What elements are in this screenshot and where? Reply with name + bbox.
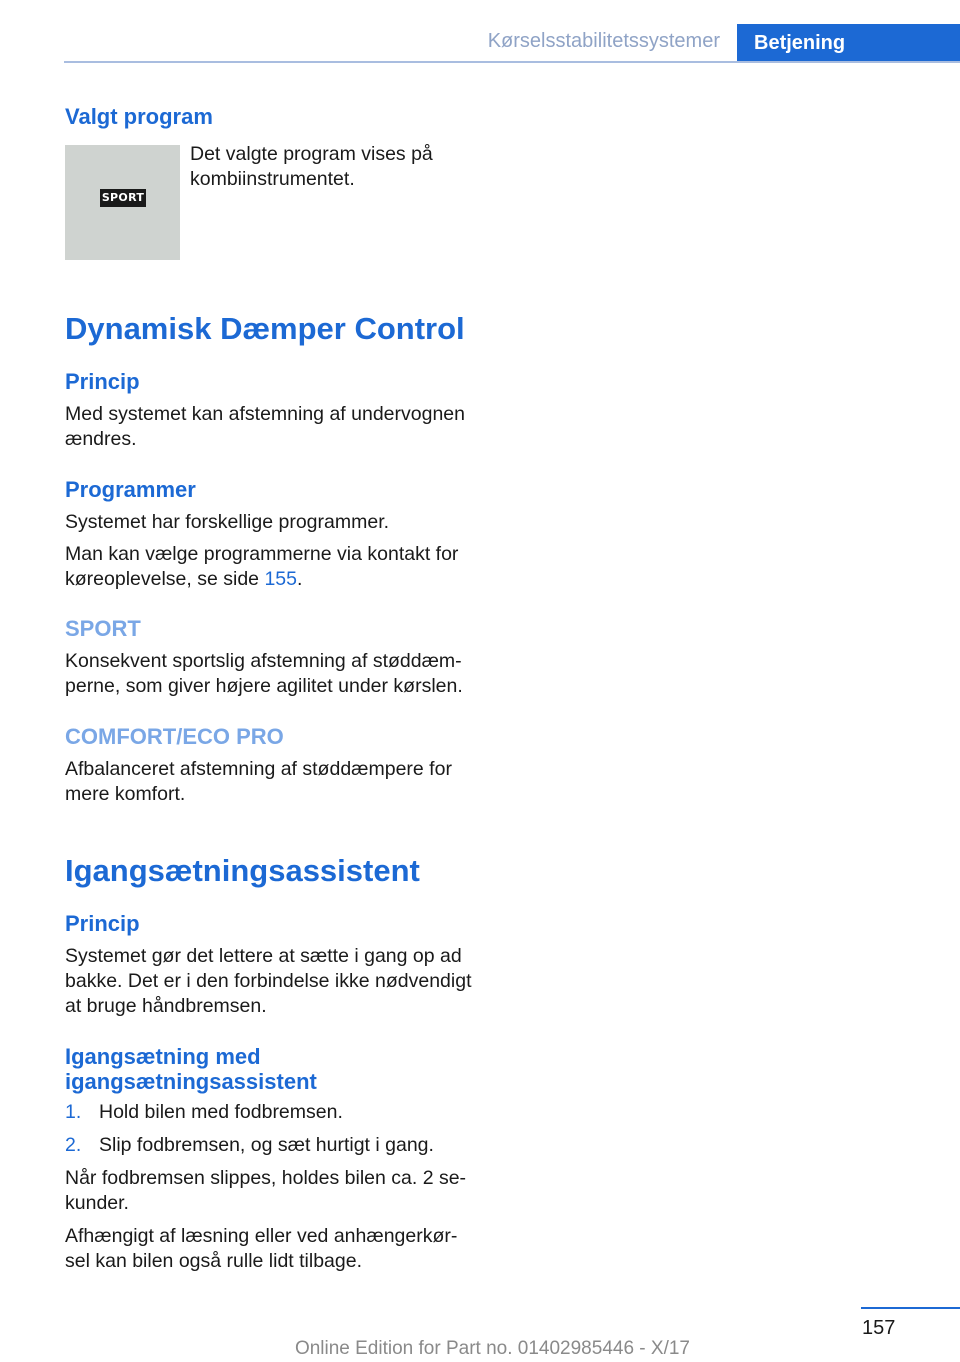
comfort-heading: COMFORT/ECO PRO	[65, 724, 284, 749]
start-heading-2: igangsætningsassistent	[65, 1069, 317, 1094]
header-divider	[64, 61, 960, 63]
sport-text-1: Konsekvent sportslig afstemning af støddæm‐	[65, 650, 462, 672]
programs-text-1: Systemet har forskellige programmer.	[65, 511, 390, 533]
programs-text-3-prefix: køreoplevelse, se side	[65, 568, 265, 590]
header-chapter-tab	[737, 24, 960, 62]
edition-note: Online Edition for Part no. 01402985446 - X/17	[294, 1338, 690, 1359]
header-chapter-label: Betjening	[754, 32, 846, 54]
selected-program-text-2: kombiinstrumentet.	[190, 168, 355, 190]
dynamic-damper-title: Dynamisk Dæmper Control	[65, 311, 465, 346]
programs-text-2: Man kan vælge programmerne via kontakt for	[65, 543, 459, 565]
programs-text-3	[65, 567, 302, 592]
selected-program-text-1: Det valgte program vises på	[190, 143, 433, 165]
note-1-text-1: Når fodbremsen slippes, holdes bilen ca. 2 se‐	[65, 1167, 467, 1189]
note-2-text-1: Afhængigt af læsning eller ved anhængerkør‐	[65, 1225, 458, 1247]
sport-mode-indicator: SPORT	[100, 189, 146, 207]
step-1-number: 1.	[65, 1101, 82, 1123]
note-1-text-2: kunder.	[65, 1192, 129, 1214]
programs-text-3-suffix: .	[296, 568, 303, 590]
footer-divider	[861, 1307, 960, 1309]
selected-program-heading: Valgt program	[65, 104, 213, 129]
header-section-title: Kørselsstabilitetssystemer	[487, 30, 720, 52]
note-2-text-2: sel kan bilen også rulle lidt tilbage.	[65, 1250, 363, 1272]
comfort-text-1: Afbalanceret afstemning af støddæmpere for	[65, 758, 452, 780]
comfort-text-2: mere komfort.	[65, 783, 186, 805]
sport-heading: SPORT	[65, 616, 141, 641]
page-reference-link[interactable]: 155	[264, 568, 297, 590]
hill-principle-text-2: bakke. Det er i den forbindelse ikke nødvendigt	[65, 970, 472, 992]
damper-principle-text-2: ændres.	[65, 428, 137, 450]
start-heading-1: Igangsætning med	[65, 1044, 261, 1069]
programs-heading: Programmer	[65, 477, 196, 502]
step-2-text: Slip fodbremsen, og sæt hurtigt i gang.	[99, 1134, 434, 1156]
sport-text-2: perne, som giver højere agilitet under kørslen.	[65, 675, 463, 697]
step-2-number: 2.	[65, 1134, 82, 1156]
hill-principle-heading: Princip	[65, 911, 140, 936]
display-thumbnail	[65, 145, 180, 260]
hill-start-title: Igangsætningsassistent	[65, 853, 420, 888]
damper-principle-text-1: Med systemet kan afstemning af undervognen	[65, 403, 465, 425]
page-number: 157	[862, 1317, 896, 1339]
step-1-text: Hold bilen med fodbremsen.	[99, 1101, 343, 1123]
hill-principle-text-3: at bruge håndbremsen.	[65, 995, 267, 1017]
damper-principle-heading: Princip	[65, 369, 140, 394]
hill-principle-text-1: Systemet gør det lettere at sætte i gang op ad	[65, 945, 462, 967]
